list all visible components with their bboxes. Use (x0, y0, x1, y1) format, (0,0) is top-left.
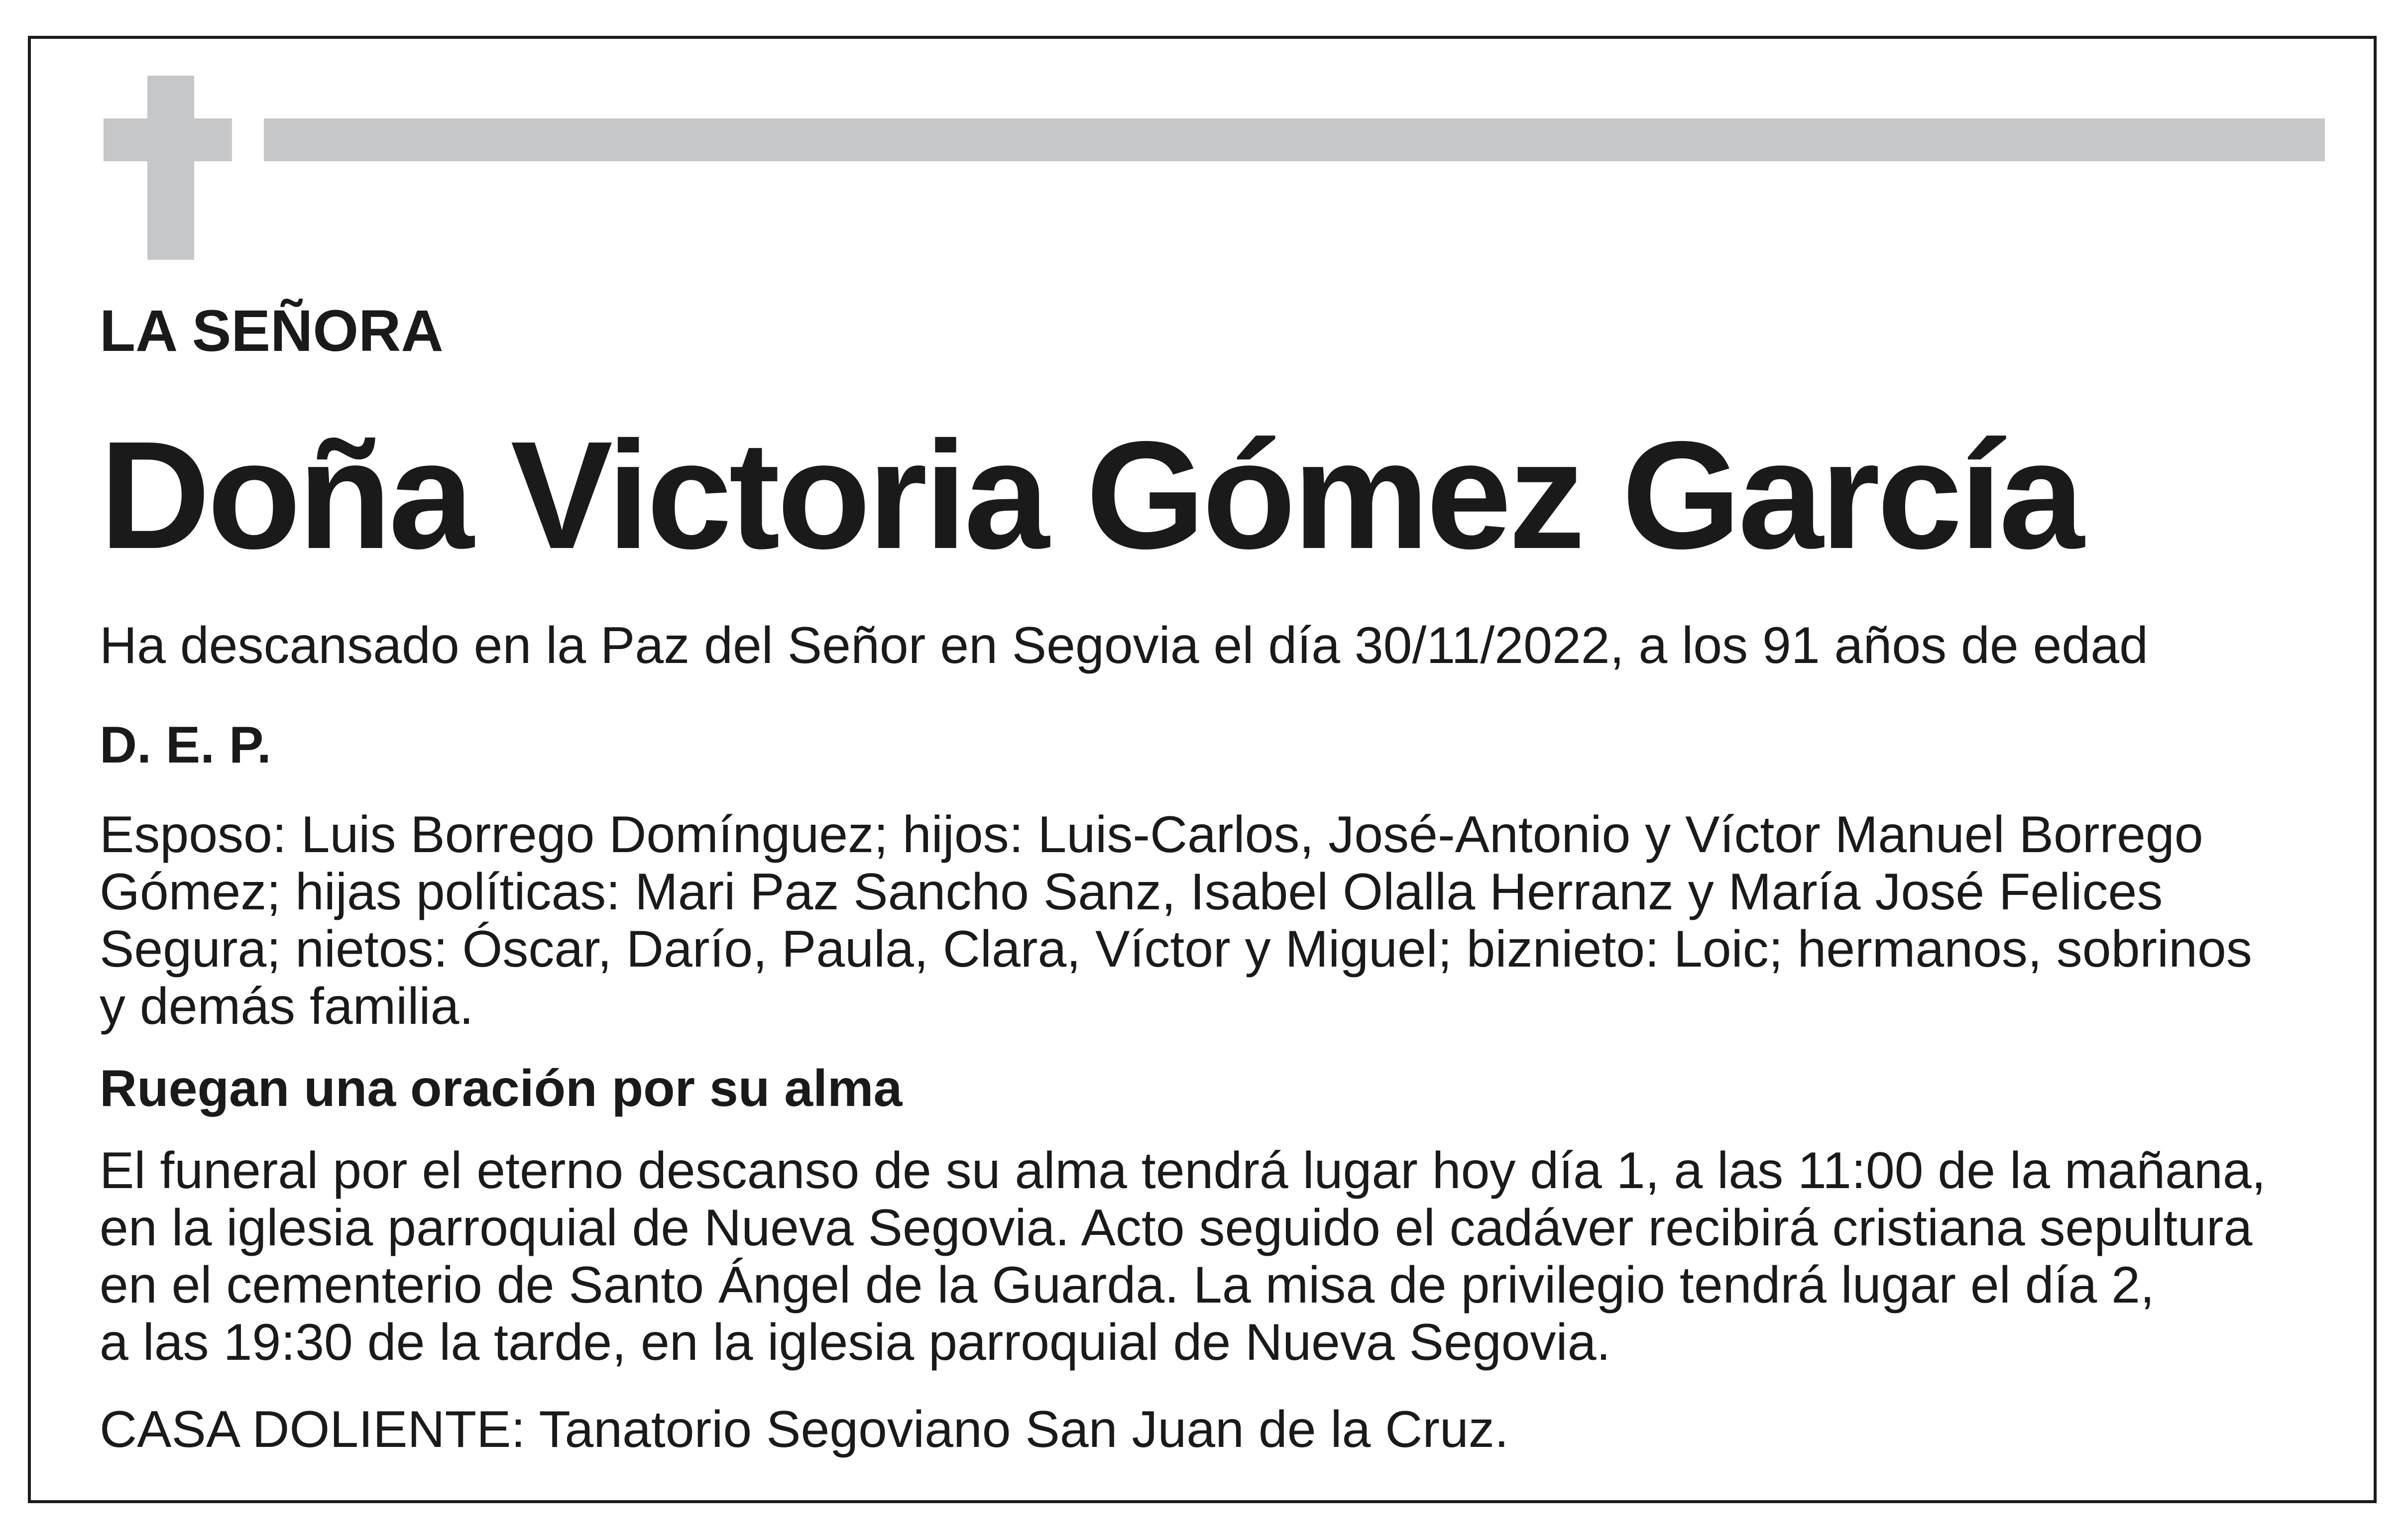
family-line: y demás familia. (100, 978, 474, 1035)
mourning-house: CASA DOLIENTE: Tanatorio Segoviano San Juan de la Cruz. (100, 1401, 1509, 1458)
cross-icon (147, 76, 194, 260)
prayer-request: Ruegan una oración por su alma (100, 1060, 903, 1117)
header-rule (264, 118, 2325, 161)
honorific-heading: LA SEÑORA (100, 298, 444, 364)
funeral-line: en el cementerio de Santo Ángel de la Guarda. La misa de privilegio tendrá lugar el día 2, (100, 1256, 2155, 1314)
funeral-paragraph (100, 1142, 2320, 1371)
deceased-name: Doña Victoria Gómez García (100, 410, 2081, 581)
rest-statement: Ha descansado en la Paz del Señor en Segovia el día 30/11/2022, a los 91 años de edad (100, 617, 2148, 674)
family-paragraph (100, 806, 2320, 1035)
cross-icon-crossbar (104, 118, 232, 161)
family-line: Gómez; hijas políticas: Mari Paz Sancho Sanz, Isabel Olalla Herranz y María José Felices (100, 863, 2163, 921)
funeral-line: El funeral por el eterno descanso de su alma tendrá lugar hoy día 1, a las 11:00 de la mañana, (100, 1142, 2266, 1200)
family-line: Esposo: Luis Borrego Domínguez; hijos: Luis-Carlos, José-Antonio y Víctor Manuel Borrego (100, 806, 2203, 864)
funeral-line: en la iglesia parroquial de Nueva Segovia. Acto seguido el cadáver recibirá cristiana sepultura (100, 1199, 2253, 1257)
dep-line: D. E. P. (100, 716, 271, 774)
funeral-line: a las 19:30 de la tarde, en la iglesia parroquial de Nueva Segovia. (100, 1314, 1611, 1371)
family-line: Segura; nietos: Óscar, Darío, Paula, Clara, Víctor y Miguel; biznieto: Loic; hermanos, sobrinos (100, 920, 2252, 978)
